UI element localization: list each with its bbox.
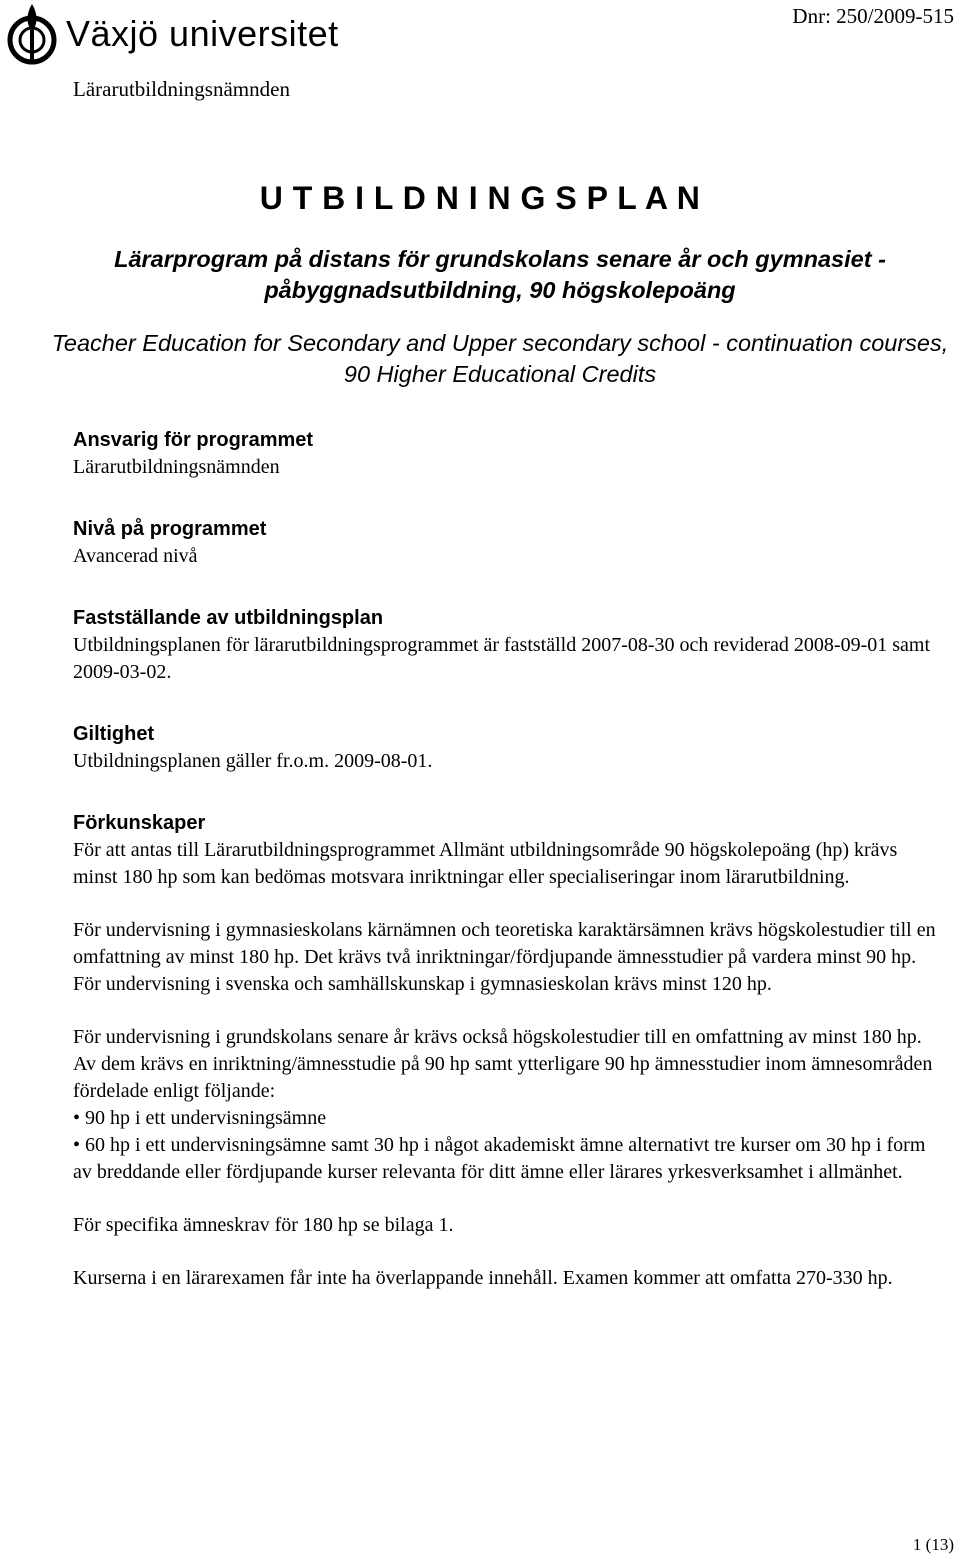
unit-name: Lärarutbildningsnämnden [73,77,290,101]
paragraph: För att antas till Lärarutbildningsprogrammet Allmänt utbildningsområde 90 högskolepoäng (hp) krävs minst 180 hp som kan bedömas motsvara inriktningar eller specialiseringar inom lärarutbildning. [73,839,898,888]
university-emblem-icon [4,2,60,66]
page-number: 1 (13) [912,1535,954,1554]
university-logo [4,2,339,66]
section-approval [73,605,943,686]
section-text: Utbildningsplanen gäller fr.o.m. 2009-08-01. [73,750,433,772]
section-heading: Ansvarig för programmet [73,429,314,451]
paragraph: För undervisning i gymnasieskolans kärnämnen och teoretiska karaktärsämnen krävs högskolestudier till en omfattning av minst 180 hp. Det krävs två inriktningar/fördjupande ämnesstudier på vardera minst 90 hp. För undervisning i svenska och samhällskunskap i gymnasieskolan krävs minst 120 hp. [73,919,936,995]
section-validity [73,721,943,775]
section-heading: Fastställande av utbildningsplan [73,607,384,629]
paragraph: För undervisning i grundskolans senare år krävs också högskolestudier till en omfattning av minst 180 hp. Av dem krävs en inriktning/ämnesstudie på 90 hp samt ytterligare 90 hp ämnesstudier inom ämnesområden fördelade enligt följande: [73,1026,933,1102]
section-heading: Nivå på programmet [73,518,267,540]
section-level [73,516,943,570]
list-item: • 60 hp i ett undervisningsämne samt 30 hp i något akademiskt ämne alternativt tre kurser om 30 hp i form av breddande eller fördjupande kurser relevanta för ditt ämne eller lärares yrkesverksamhet i allmänhet. [73,1134,926,1183]
paragraph: För specifika ämneskrav för 180 hp se bilaga 1. [73,1214,454,1236]
document-body [73,427,943,1292]
program-title-swedish: Lärarprogram på distans för grundskolans senare år och gymnasiet - påbyggnadsutbildning, 90 högskolepoäng [114,246,886,303]
section-heading: Förkunskaper [73,812,206,834]
section-responsible [73,427,943,481]
section-text: Avancerad nivå [73,545,198,567]
list-item: • 90 hp i ett undervisningsämne [73,1107,327,1129]
document-number: Dnr: 250/2009-515 [792,4,954,28]
section-heading: Giltighet [73,723,155,745]
section-prerequisites [73,810,943,1292]
logo-text: Växjö universitet [66,13,339,54]
section-text: Lärarutbildningsnämnden [73,456,280,478]
document-title: U T B I L D N I N G S P L A N [259,180,701,216]
paragraph: Kurserna i en lärarexamen får inte ha överlappande innehåll. Examen kommer att omfatta 270-330 hp. [73,1267,893,1289]
section-text: Utbildningsplanen för lärarutbildningsprogrammet är fastställd 2007-08-30 och reviderad 2008-09-01 samt 2009-03-02. [73,634,931,683]
program-title-english: Teacher Education for Secondary and Upper secondary school - continuation courses, 90 Higher Educational Credits [51,330,949,387]
